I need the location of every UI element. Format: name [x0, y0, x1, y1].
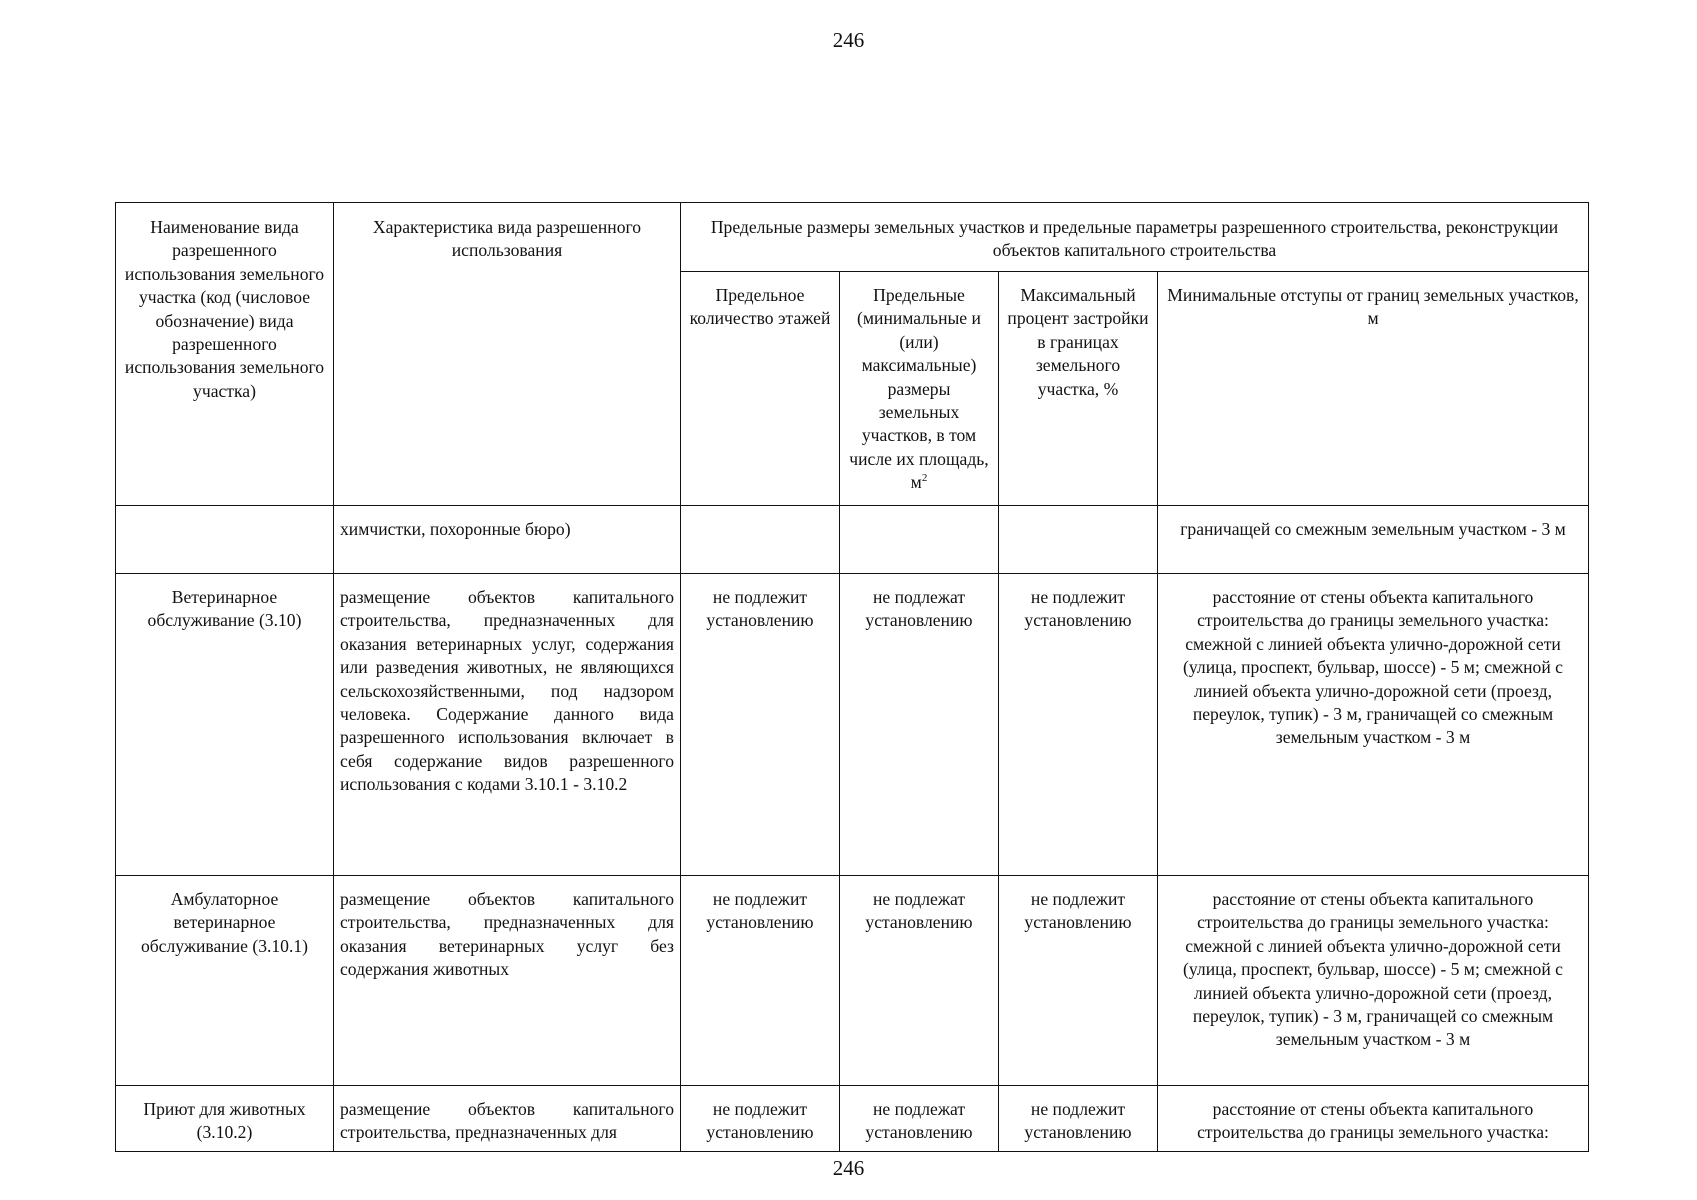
header-plot-size-text: Предельные (минимальные и (или) максимальные) размеры земельных участков, в том числе их площадь, м [849, 285, 989, 493]
cell-setbacks: расстояние от стены объекта капитального строительства до границы земельного участка: смежной с линией объекта улично-дорожной сети (улица, проспект, бульвар, шоссе) - 5 м; смежной с линией объекта улично-дорожной сети (проезд, переулок, тупик) - 3 м, граничащей со смежным земельным участком - 3 м [1158, 574, 1589, 876]
zoning-regulations-table [115, 202, 1589, 1152]
table-row [116, 574, 1589, 876]
cell-coverage: не подлежит установлению [999, 876, 1158, 1086]
cell-name [116, 506, 334, 574]
cell-name: Ветеринарное обслуживание (3.10) [116, 574, 334, 876]
header-coverage: Максимальный процент застройки в границах земельного участка, % [999, 272, 1158, 506]
cell-coverage [999, 506, 1158, 574]
cell-plot-size: не подлежат установлению [840, 876, 999, 1086]
cell-characteristic: размещение объектов капитального строительства, предназначенных для [334, 1086, 681, 1152]
cell-characteristic: размещение объектов капитального строительства, предназначенных для оказания ветеринарных услуг, содержания или разведения животных, не являющихся сельскохозяйственными, под надзором человека. Содержание данного вида разрешенного использования включает в себя содержание видов разрешенного использования с кодами 3.10.1 - 3.10.2 [334, 574, 681, 876]
header-plot-size-unit: 2 [921, 472, 928, 485]
cell-plot-size [840, 506, 999, 574]
header-row-1 [116, 203, 1589, 272]
table-row [116, 1086, 1589, 1152]
header-plot-size [840, 272, 999, 506]
table-row [116, 506, 1589, 574]
cell-characteristic: размещение объектов капитального строительства, предназначенных для оказания ветеринарных услуг без содержания животных [334, 876, 681, 1086]
header-name: Наименование вида разрешенного использования земельного участка (код (числовое обозначение) вида разрешенного использования земельного участка) [116, 203, 334, 506]
cell-coverage: не подлежит установлению [999, 1086, 1158, 1152]
cell-characteristic: химчистки, похоронные бюро) [334, 506, 681, 574]
header-floors: Предельное количество этажей [681, 272, 840, 506]
page-number-bottom: 246 [832, 1156, 865, 1180]
cell-floors: не подлежит установлению [681, 876, 840, 1086]
header-characteristic: Характеристика вида разрешенного использования [334, 203, 681, 506]
cell-setbacks: расстояние от стены объекта капитального строительства до границы земельного участка: [1158, 1086, 1589, 1152]
cell-name: Приют для животных (3.10.2) [116, 1086, 334, 1152]
cell-floors: не подлежит установлению [681, 574, 840, 876]
cell-name: Амбулаторное ветеринарное обслуживание (3.10.1) [116, 876, 334, 1086]
cell-setbacks: расстояние от стены объекта капитального строительства до границы земельного участка: смежной с линией объекта улично-дорожной сети (улица, проспект, бульвар, шоссе) - 5 м; смежной с линией объекта улично-дорожной сети (проезд, переулок, тупик) - 3 м, граничащей со смежным земельным участком - 3 м [1158, 876, 1589, 1086]
table-row [116, 876, 1589, 1086]
page-number-top: 246 [832, 28, 865, 52]
header-setbacks: Минимальные отступы от границ земельных участков, м [1158, 272, 1589, 506]
cell-plot-size: не подлежат установлению [840, 574, 999, 876]
header-limits-group: Предельные размеры земельных участков и предельные параметры разрешенного строительства, реконструкции объектов капитального строительства [681, 203, 1589, 272]
cell-setbacks: граничащей со смежным земельным участком - 3 м [1158, 506, 1589, 574]
cell-plot-size: не подлежат установлению [840, 1086, 999, 1152]
cell-floors [681, 506, 840, 574]
cell-floors: не подлежит установлению [681, 1086, 840, 1152]
cell-coverage: не подлежит установлению [999, 574, 1158, 876]
